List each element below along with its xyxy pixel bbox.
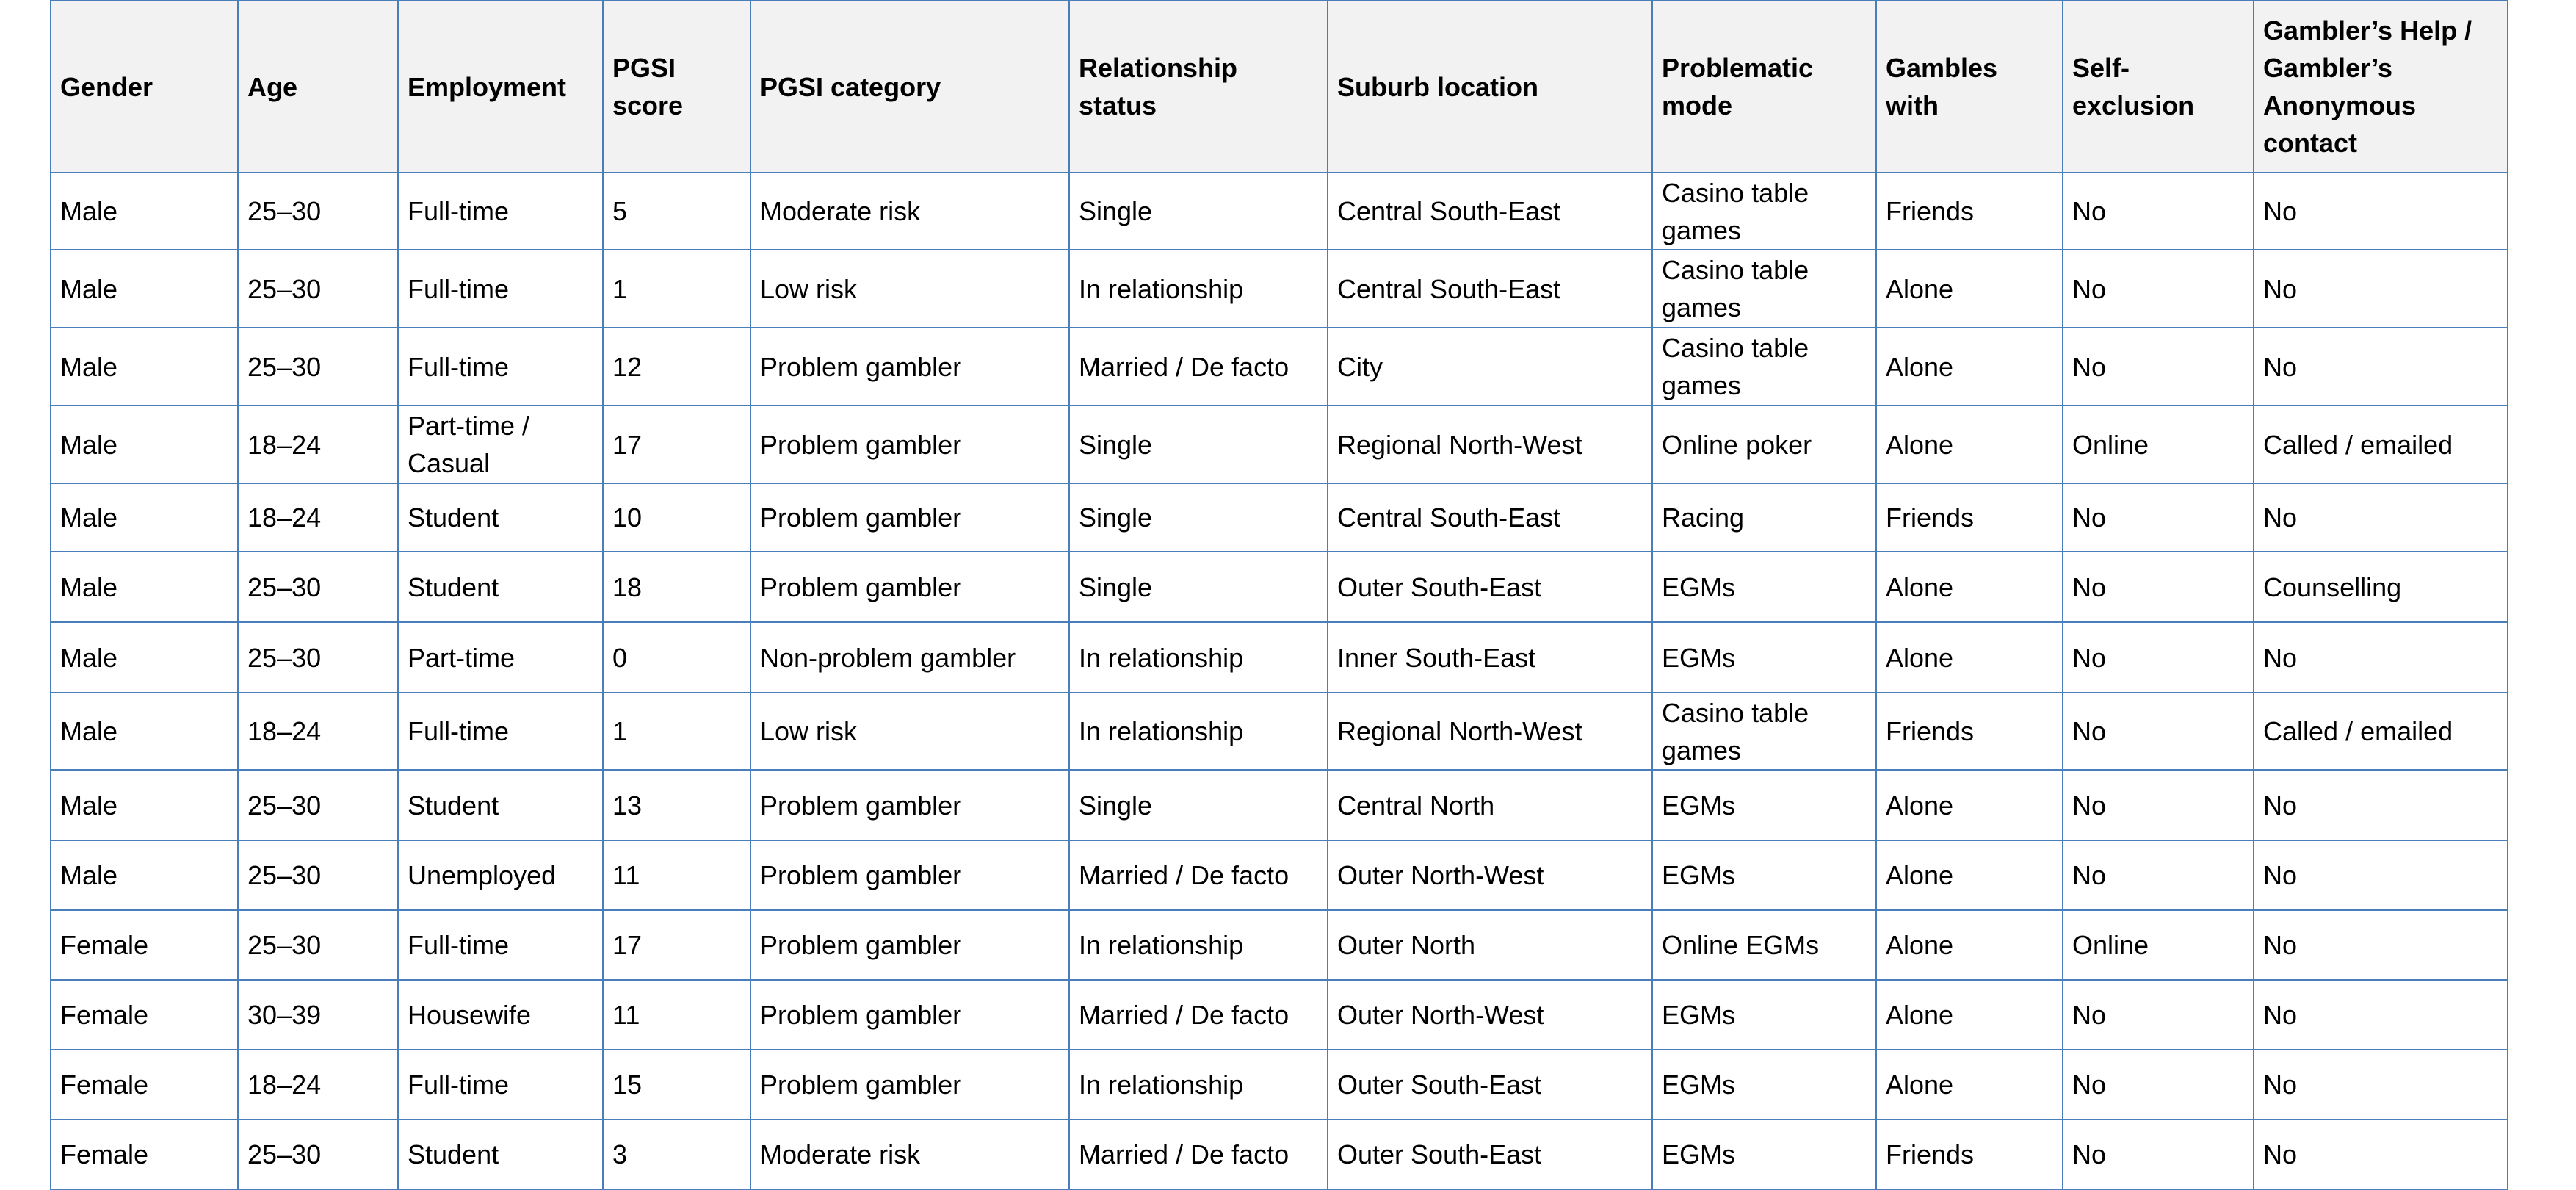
cell-problematic-mode: Casino table games (1652, 328, 1876, 405)
cell-pgsi-category: Problem gambler (750, 328, 1069, 405)
cell-support-contact: No (2254, 250, 2508, 328)
header-support-contact: Gambler’s Help / Gambler’s Anonymous contact (2254, 1, 2508, 173)
table-row (51, 840, 2508, 910)
table-row (51, 250, 2508, 328)
cell-problematic-mode: EGMs (1652, 1050, 1876, 1119)
cell-suburb-location: Central North (1328, 770, 1652, 840)
cell-support-contact: No (2254, 173, 2508, 250)
cell-problematic-mode: EGMs (1652, 980, 1876, 1050)
cell-employment: Part-time / Casual (398, 405, 603, 483)
cell-pgsi-category: Non-problem gambler (750, 622, 1069, 693)
cell-pgsi-score: 1 (603, 693, 750, 770)
cell-suburb-location: Outer North (1328, 910, 1652, 980)
cell-problematic-mode: Online poker (1652, 405, 1876, 483)
cell-gambles-with: Friends (1876, 483, 2063, 552)
cell-suburb-location: Inner South-East (1328, 622, 1652, 693)
cell-suburb-location: Outer North-West (1328, 840, 1652, 910)
cell-pgsi-score: 13 (603, 770, 750, 840)
cell-pgsi-score: 1 (603, 250, 750, 328)
cell-gambles-with: Friends (1876, 173, 2063, 250)
cell-employment: Student (398, 483, 603, 552)
cell-relationship-status: In relationship (1069, 622, 1328, 693)
cell-gender: Male (51, 405, 238, 483)
cell-support-contact: No (2254, 980, 2508, 1050)
header-gender: Gender (51, 1, 238, 173)
cell-gambles-with: Alone (1876, 328, 2063, 405)
header-self-exclusion: Self-exclusion (2063, 1, 2254, 173)
cell-pgsi-category: Moderate risk (750, 173, 1069, 250)
cell-age: 25–30 (238, 770, 398, 840)
cell-support-contact: No (2254, 770, 2508, 840)
table-row (51, 328, 2508, 405)
cell-age: 25–30 (238, 250, 398, 328)
cell-support-contact: Counselling (2254, 552, 2508, 622)
cell-support-contact: No (2254, 840, 2508, 910)
cell-relationship-status: Single (1069, 405, 1328, 483)
cell-gender: Male (51, 770, 238, 840)
cell-relationship-status: Married / De facto (1069, 840, 1328, 910)
cell-gender: Female (51, 1050, 238, 1119)
cell-relationship-status: Married / De facto (1069, 328, 1328, 405)
cell-gambles-with: Alone (1876, 250, 2063, 328)
cell-suburb-location: City (1328, 328, 1652, 405)
cell-pgsi-score: 11 (603, 980, 750, 1050)
cell-suburb-location: Central South-East (1328, 250, 1652, 328)
cell-gambles-with: Alone (1876, 840, 2063, 910)
cell-problematic-mode: EGMs (1652, 840, 1876, 910)
cell-age: 18–24 (238, 405, 398, 483)
cell-pgsi-category: Problem gambler (750, 910, 1069, 980)
cell-pgsi-category: Low risk (750, 693, 1069, 770)
header-pgsi-category: PGSI category (750, 1, 1069, 173)
cell-pgsi-category: Problem gambler (750, 552, 1069, 622)
cell-relationship-status: Single (1069, 770, 1328, 840)
cell-pgsi-category: Problem gambler (750, 483, 1069, 552)
cell-employment: Unemployed (398, 840, 603, 910)
cell-relationship-status: In relationship (1069, 693, 1328, 770)
cell-age: 25–30 (238, 328, 398, 405)
cell-pgsi-category: Moderate risk (750, 1119, 1069, 1189)
cell-pgsi-score: 10 (603, 483, 750, 552)
cell-employment: Full-time (398, 1050, 603, 1119)
cell-employment: Full-time (398, 910, 603, 980)
cell-employment: Student (398, 552, 603, 622)
cell-pgsi-score: 15 (603, 1050, 750, 1119)
cell-pgsi-score: 3 (603, 1119, 750, 1189)
cell-age: 30–39 (238, 980, 398, 1050)
table-row (51, 173, 2508, 250)
cell-employment: Housewife (398, 980, 603, 1050)
table-row (51, 693, 2508, 770)
cell-gender: Male (51, 328, 238, 405)
cell-age: 25–30 (238, 622, 398, 693)
cell-problematic-mode: EGMs (1652, 552, 1876, 622)
cell-employment: Full-time (398, 173, 603, 250)
cell-pgsi-score: 18 (603, 552, 750, 622)
cell-support-contact: No (2254, 1119, 2508, 1189)
cell-pgsi-score: 11 (603, 840, 750, 910)
cell-self-exclusion: Online (2063, 405, 2254, 483)
cell-gender: Male (51, 840, 238, 910)
cell-self-exclusion: No (2063, 483, 2254, 552)
cell-self-exclusion: Online (2063, 910, 2254, 980)
cell-gambles-with: Alone (1876, 910, 2063, 980)
cell-suburb-location: Central South-East (1328, 173, 1652, 250)
header-employment: Employment (398, 1, 603, 173)
cell-employment: Full-time (398, 250, 603, 328)
cell-self-exclusion: No (2063, 1050, 2254, 1119)
cell-gender: Male (51, 622, 238, 693)
table-row (51, 552, 2508, 622)
cell-gambles-with: Friends (1876, 1119, 2063, 1189)
cell-relationship-status: Single (1069, 173, 1328, 250)
cell-gender: Female (51, 980, 238, 1050)
cell-gender: Male (51, 693, 238, 770)
cell-problematic-mode: EGMs (1652, 770, 1876, 840)
cell-pgsi-category: Low risk (750, 250, 1069, 328)
cell-problematic-mode: EGMs (1652, 1119, 1876, 1189)
cell-problematic-mode: Casino table games (1652, 173, 1876, 250)
cell-gambles-with: Alone (1876, 1050, 2063, 1119)
cell-problematic-mode: Casino table games (1652, 693, 1876, 770)
cell-pgsi-category: Problem gambler (750, 840, 1069, 910)
cell-self-exclusion: No (2063, 250, 2254, 328)
cell-gambles-with: Alone (1876, 405, 2063, 483)
cell-relationship-status: Single (1069, 483, 1328, 552)
cell-problematic-mode: EGMs (1652, 622, 1876, 693)
cell-gambles-with: Alone (1876, 770, 2063, 840)
header-row (51, 1, 2508, 173)
table-row (51, 1050, 2508, 1119)
cell-age: 18–24 (238, 693, 398, 770)
cell-gambles-with: Alone (1876, 980, 2063, 1050)
cell-support-contact: No (2254, 483, 2508, 552)
cell-self-exclusion: No (2063, 1119, 2254, 1189)
cell-employment: Full-time (398, 693, 603, 770)
cell-self-exclusion: No (2063, 552, 2254, 622)
cell-support-contact: Called / emailed (2254, 405, 2508, 483)
header-pgsi-score: PGSI score (603, 1, 750, 173)
cell-pgsi-score: 17 (603, 405, 750, 483)
cell-gender: Male (51, 552, 238, 622)
header-gambles-with: Gambles with (1876, 1, 2063, 173)
cell-age: 25–30 (238, 840, 398, 910)
cell-gambles-with: Alone (1876, 622, 2063, 693)
cell-support-contact: No (2254, 328, 2508, 405)
cell-pgsi-score: 17 (603, 910, 750, 980)
table-row (51, 770, 2508, 840)
participants-table (50, 0, 2508, 1190)
cell-relationship-status: Married / De facto (1069, 1119, 1328, 1189)
cell-suburb-location: Regional North-West (1328, 693, 1652, 770)
cell-problematic-mode: Casino table games (1652, 250, 1876, 328)
header-relationship-status: Relationship status (1069, 1, 1328, 173)
cell-support-contact: No (2254, 622, 2508, 693)
cell-self-exclusion: No (2063, 328, 2254, 405)
cell-suburb-location: Outer South-East (1328, 1050, 1652, 1119)
cell-suburb-location: Outer North-West (1328, 980, 1652, 1050)
cell-gambles-with: Alone (1876, 552, 2063, 622)
table-row (51, 910, 2508, 980)
cell-support-contact: No (2254, 1050, 2508, 1119)
cell-age: 25–30 (238, 173, 398, 250)
cell-age: 25–30 (238, 552, 398, 622)
cell-gender: Female (51, 910, 238, 980)
cell-relationship-status: Single (1069, 552, 1328, 622)
cell-suburb-location: Outer South-East (1328, 1119, 1652, 1189)
cell-self-exclusion: No (2063, 770, 2254, 840)
cell-employment: Student (398, 1119, 603, 1189)
table-row (51, 405, 2508, 483)
cell-age: 25–30 (238, 1119, 398, 1189)
cell-self-exclusion: No (2063, 840, 2254, 910)
cell-suburb-location: Central South-East (1328, 483, 1652, 552)
cell-pgsi-score: 5 (603, 173, 750, 250)
cell-gambles-with: Friends (1876, 693, 2063, 770)
header-suburb-location: Suburb location (1328, 1, 1652, 173)
cell-support-contact: No (2254, 910, 2508, 980)
table-row (51, 1119, 2508, 1189)
table-row (51, 980, 2508, 1050)
cell-relationship-status: In relationship (1069, 1050, 1328, 1119)
cell-pgsi-category: Problem gambler (750, 1050, 1069, 1119)
cell-pgsi-score: 0 (603, 622, 750, 693)
header-problematic-mode: Problematic mode (1652, 1, 1876, 173)
table-row (51, 483, 2508, 552)
cell-age: 25–30 (238, 910, 398, 980)
cell-self-exclusion: No (2063, 622, 2254, 693)
cell-employment: Part-time (398, 622, 603, 693)
cell-gender: Male (51, 173, 238, 250)
cell-pgsi-category: Problem gambler (750, 405, 1069, 483)
table-row (51, 622, 2508, 693)
cell-gender: Male (51, 483, 238, 552)
cell-gender: Female (51, 1119, 238, 1189)
cell-self-exclusion: No (2063, 693, 2254, 770)
cell-gender: Male (51, 250, 238, 328)
cell-employment: Full-time (398, 328, 603, 405)
cell-suburb-location: Outer South-East (1328, 552, 1652, 622)
cell-relationship-status: Married / De facto (1069, 980, 1328, 1050)
cell-employment: Student (398, 770, 603, 840)
cell-self-exclusion: No (2063, 980, 2254, 1050)
cell-pgsi-score: 12 (603, 328, 750, 405)
cell-pgsi-category: Problem gambler (750, 770, 1069, 840)
cell-suburb-location: Regional North-West (1328, 405, 1652, 483)
cell-problematic-mode: Racing (1652, 483, 1876, 552)
cell-age: 18–24 (238, 483, 398, 552)
cell-support-contact: Called / emailed (2254, 693, 2508, 770)
cell-self-exclusion: No (2063, 173, 2254, 250)
cell-relationship-status: In relationship (1069, 910, 1328, 980)
cell-problematic-mode: Online EGMs (1652, 910, 1876, 980)
cell-age: 18–24 (238, 1050, 398, 1119)
cell-pgsi-category: Problem gambler (750, 980, 1069, 1050)
header-age: Age (238, 1, 398, 173)
participants-table-container (50, 0, 2508, 1190)
cell-relationship-status: In relationship (1069, 250, 1328, 328)
